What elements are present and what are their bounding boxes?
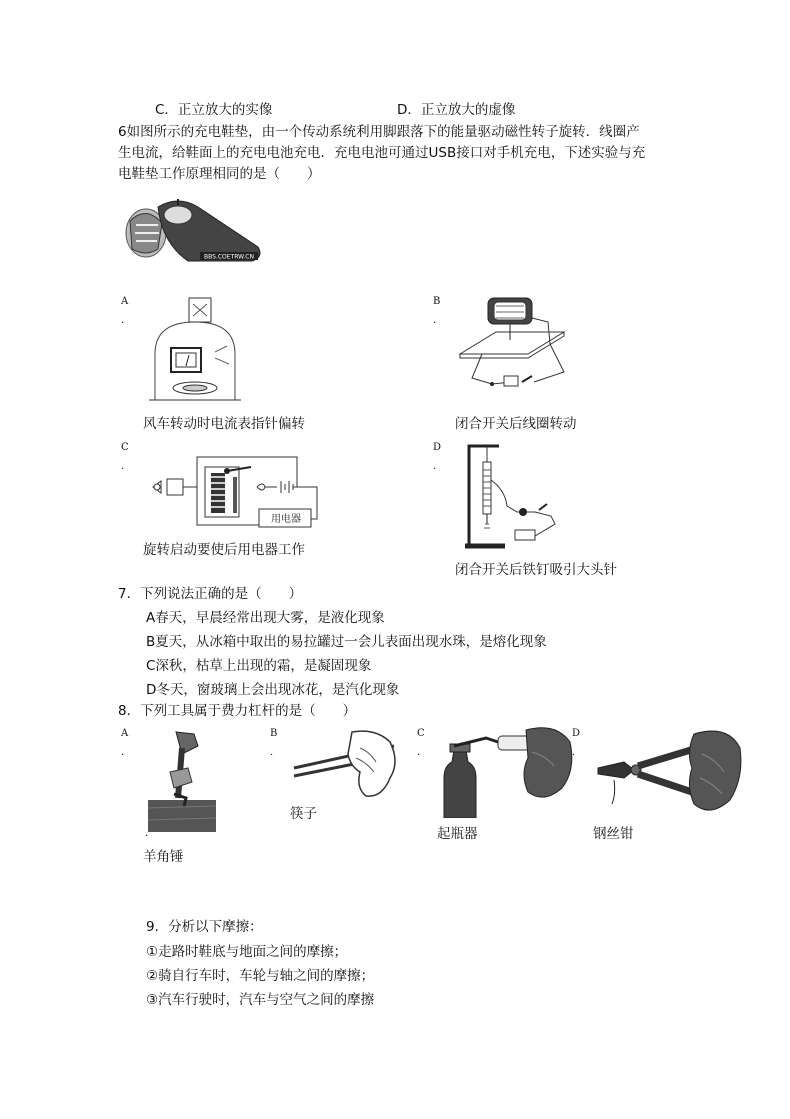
electromagnet-nail-figure xyxy=(455,440,575,552)
q7-option-b: B夏天，从冰箱中取出的易拉罐过一会儿表面出现水珠，是熔化现象 xyxy=(146,634,547,650)
motor-coil-figure xyxy=(452,292,577,404)
q8-option-b-letter: B xyxy=(270,728,278,739)
q8-stem: 8．下列工具属于费力杠杆的是（ ） xyxy=(118,703,357,719)
pliers-image xyxy=(594,724,744,820)
q8-option-c-letter: C xyxy=(417,728,425,739)
q6-option-d-dot: . xyxy=(433,461,437,472)
q6-option-b-caption: 闭合开关后线圈转动 xyxy=(455,416,577,432)
device-label: 用电器 xyxy=(271,514,301,525)
chopsticks-image xyxy=(290,728,402,804)
q6-stem-line3: 电鞋垫工作原理相同的是（ ） xyxy=(118,166,321,182)
q8-option-d-caption: 钢丝钳 xyxy=(593,826,634,842)
q6-option-b-dot: . xyxy=(433,315,437,326)
q6-stem-line2: 生电流，给鞋面上的充电电池充电．充电电池可通过USB接口对手机充电，下述实验与充 xyxy=(118,145,646,161)
q6-option-c-caption: 旋转启动要使后用电器工作 xyxy=(143,542,305,558)
q5-option-c: C．正立放大的实像 xyxy=(155,102,273,118)
q5-option-d: D．正立放大的虚像 xyxy=(397,102,516,118)
q7-option-d: D冬天，窗玻璃上会出现冰花，是汽化现象 xyxy=(146,682,400,698)
q8-option-d-letter: D xyxy=(572,728,581,739)
q9-item-2: ②骑自行车时，车轮与轴之间的摩擦； xyxy=(146,968,375,984)
q7-option-a: A春天，早晨经常出现大雾，是液化现象 xyxy=(146,610,385,626)
q6-stem-line1: 6如图所示的充电鞋垫，由一个传动系统利用脚跟落下的能量驱动磁性转子旋转．线圈产 xyxy=(118,124,640,140)
q7-stem: 7．下列说法正确的是（ ） xyxy=(118,586,303,602)
bottle-opener-image xyxy=(436,722,576,818)
q9-item-3: ③汽车行驶时，汽车与空气之间的摩擦 xyxy=(146,992,375,1008)
q8-option-c-dot: . xyxy=(417,747,421,758)
q6-option-a-caption: 风车转动时电流表指针偏转 xyxy=(143,416,305,432)
q8-option-b-dot: . xyxy=(270,747,274,758)
q6-option-b-letter: B xyxy=(433,296,441,307)
q8-option-a-caption-dot: . xyxy=(145,828,149,839)
q8-option-a-letter: A xyxy=(121,728,129,739)
electromagnetic-relay-figure xyxy=(147,449,332,531)
q8-option-a-caption: 羊角锤 xyxy=(143,849,184,865)
q9-stem: 9．分析以下摩擦： xyxy=(146,919,263,935)
q6-option-c-letter: C xyxy=(121,442,129,453)
q6-option-d-letter: D xyxy=(433,442,442,453)
q6-option-a-letter: A xyxy=(121,296,129,307)
q6-option-a-dot: . xyxy=(121,315,125,326)
q6-option-c-dot: . xyxy=(121,461,125,472)
windmill-galvanometer-figure xyxy=(145,292,245,404)
q8-option-c-caption: 起瓶器 xyxy=(437,826,478,842)
q7-option-c: C深秋，枯草上出现的霜，是凝固现象 xyxy=(146,658,372,674)
q6-option-d-caption: 闭合开关后铁钉吸引大头针 xyxy=(455,562,617,578)
claw-hammer-image xyxy=(148,728,216,832)
q9-item-1: ①走路时鞋底与地面之间的摩擦； xyxy=(146,944,348,960)
q8-option-b-caption: 筷子 xyxy=(290,806,317,822)
insole-image xyxy=(118,195,268,267)
insole-watermark: BBS.COETRW.CN xyxy=(204,253,254,261)
q8-option-d-dot: . xyxy=(572,747,576,758)
q8-option-a-dot: . xyxy=(121,747,125,758)
